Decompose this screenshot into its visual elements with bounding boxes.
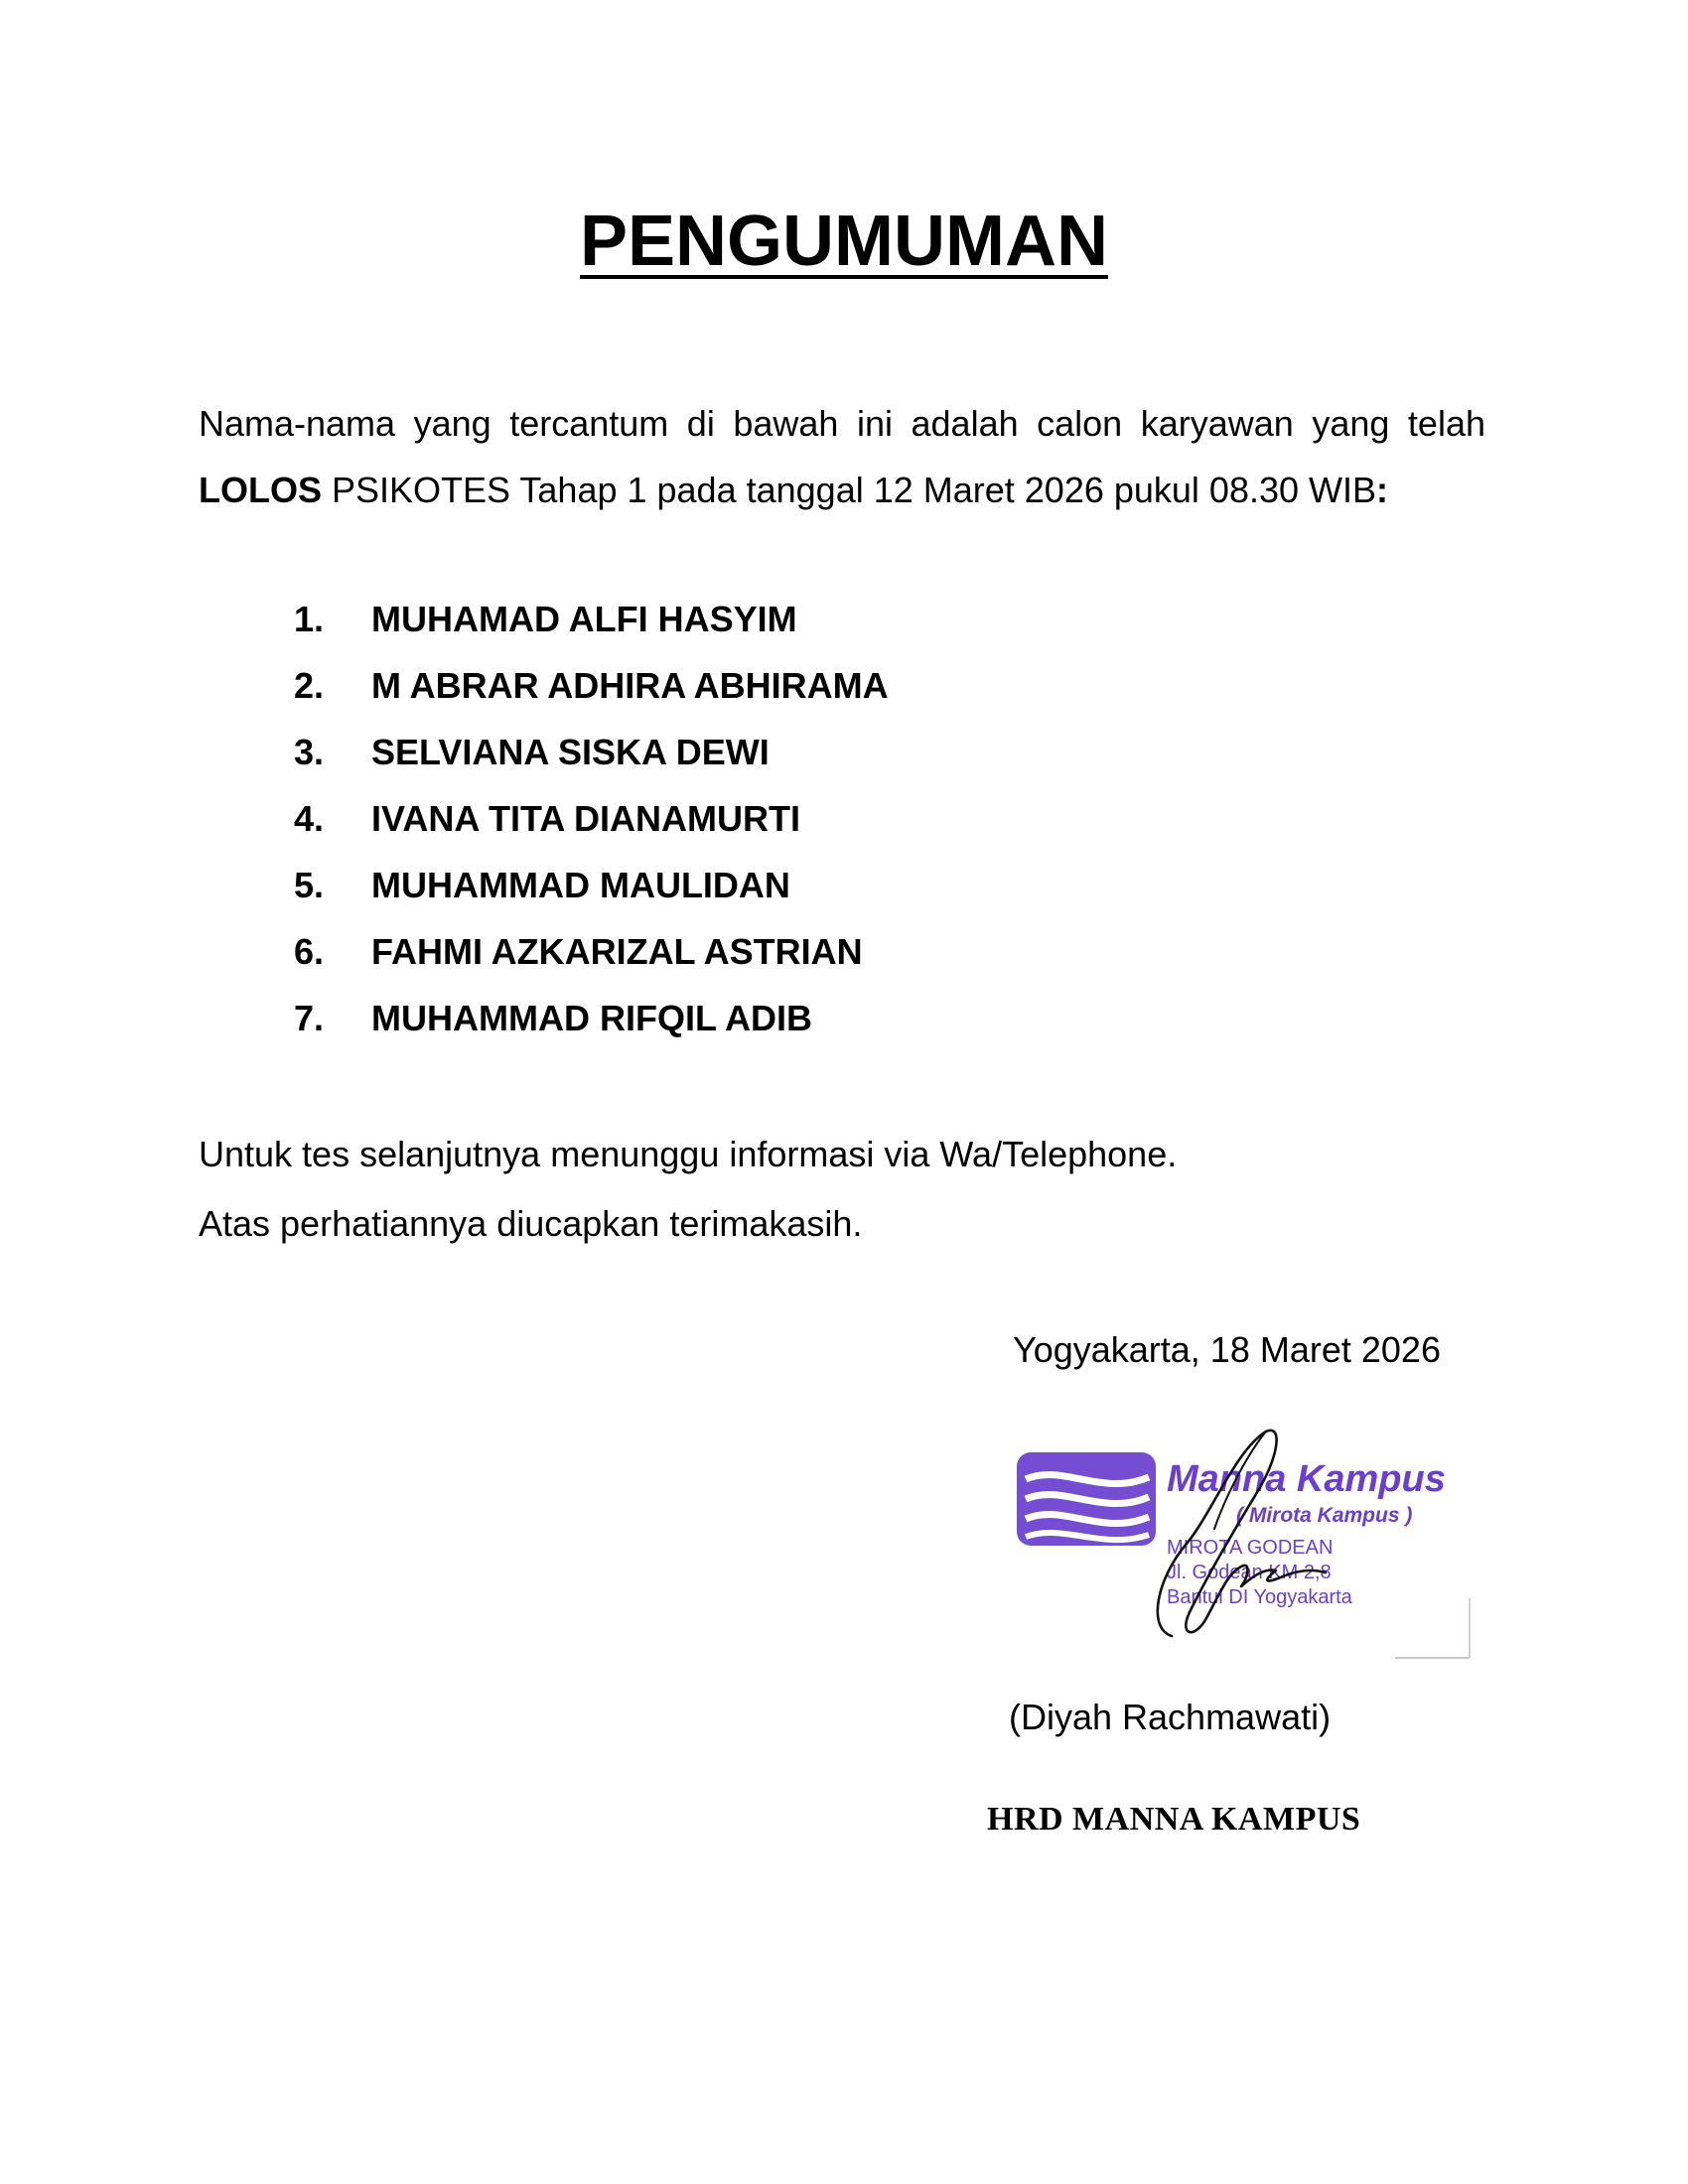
department-name: HRD MANNA KAMPUS [987, 1801, 1361, 1838]
closing-paragraph [199, 1120, 1177, 1259]
candidate-item [294, 918, 889, 985]
stamp-signature-graphic [968, 1420, 1475, 1683]
candidate-number: 2. [294, 665, 325, 706]
stamp-sub-brand: ( Mirota Kampus ) [1236, 1504, 1413, 1527]
candidate-number: 7. [294, 998, 325, 1038]
candidate-item [294, 652, 889, 719]
candidate-item [294, 785, 889, 852]
closing-line-1: Untuk tes selanjutnya menunggu informasi via Wa/Telephone. [199, 1134, 1178, 1174]
intro-paragraph [199, 390, 1485, 523]
candidate-name: MUHAMMAD MAULIDAN [371, 865, 790, 905]
candidate-item [294, 985, 889, 1051]
company-stamp-with-signature [968, 1420, 1475, 1683]
candidate-number: 4. [294, 798, 325, 839]
stamp-line-1: MIROTA GODEAN [1167, 1537, 1334, 1559]
intro-text-1: Nama-nama yang tercantum di bawah ini adalah calon karyawan yang telah [199, 403, 1485, 444]
stamp-line-2: Jl. Godean KM 2,8 [1167, 1562, 1332, 1583]
closing-line-2: Atas perhatiannya diucapkan terimakasih. [199, 1203, 863, 1244]
candidate-name: MUHAMMAD RIFQIL ADIB [371, 998, 812, 1038]
candidate-item [294, 586, 889, 652]
candidate-name: SELVIANA SISKA DEWI [371, 732, 770, 772]
candidate-name: MUHAMAD ALFI HASYIM [371, 599, 797, 639]
candidate-list [294, 586, 889, 1051]
candidate-number: 5. [294, 865, 325, 905]
signer-name: (Diyah Rachmawati) [1009, 1697, 1332, 1737]
candidate-name: IVANA TITA DIANAMURTI [371, 798, 800, 839]
candidate-item [294, 719, 889, 785]
candidate-name: FAHMI AZKARIZAL ASTRIAN [371, 931, 863, 972]
candidate-number: 1. [294, 599, 325, 639]
stamp-line-3: Bantul DI Yogyakarta [1167, 1586, 1352, 1608]
candidate-item [294, 852, 889, 918]
stamp-brand: Manna Kampus [1167, 1458, 1446, 1500]
intro-bold-lolos: LOLOS [199, 470, 322, 510]
candidate-name: M ABRAR ADHIRA ABHIRAMA [371, 665, 889, 706]
stamp-logo-icon [1017, 1452, 1156, 1546]
candidate-number: 3. [294, 732, 325, 772]
document-title: PENGUMUMAN [580, 202, 1108, 281]
intro-colon: : [1376, 470, 1389, 510]
place-date: Yogyakarta, 18 Maret 2026 [1013, 1329, 1441, 1370]
candidate-number: 6. [294, 931, 325, 972]
intro-text-2: PSIKOTES Tahap 1 pada tanggal 12 Maret 2026 pukul 08.30 WIB [322, 470, 1377, 510]
